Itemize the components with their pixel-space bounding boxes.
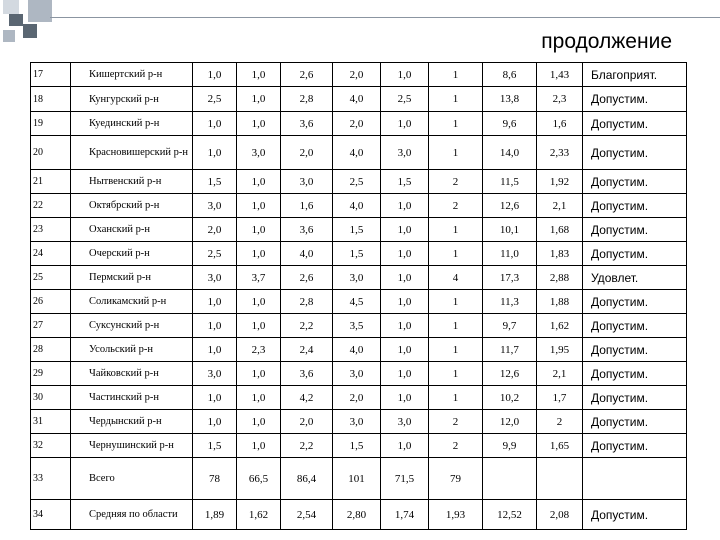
value-cell: 2,3 [237,338,281,362]
district-name-cell: Частинский р-н [71,386,193,410]
value-cell: 71,5 [381,458,429,500]
evaluation-cell: Допустим. [583,386,687,410]
decor-square [23,24,37,38]
value-cell: 12,6 [483,194,537,218]
row-number-cell: 17 [31,63,71,87]
value-cell: 1 [429,87,483,112]
row-number-cell: 32 [31,434,71,458]
value-cell: 2,8 [281,87,333,112]
page-title: продолжение [541,30,672,53]
value-cell: 1,0 [381,314,429,338]
row-number-cell: 28 [31,338,71,362]
value-cell: 2 [429,410,483,434]
value-cell: 12,6 [483,362,537,386]
table-row [31,136,687,170]
table-row [31,170,687,194]
evaluation-cell: Допустим. [583,112,687,136]
value-cell: 1,0 [237,63,281,87]
value-cell: 1,68 [537,218,583,242]
value-cell: 1,93 [429,500,483,530]
table-row [31,458,687,500]
value-cell: 1 [429,290,483,314]
district-name-cell: Всего [71,458,193,500]
value-cell: 10,1 [483,218,537,242]
district-name-cell: Средняя по области [71,500,193,530]
value-cell: 1,0 [381,194,429,218]
value-cell: 2 [429,434,483,458]
table-row [31,362,687,386]
value-cell: 1,43 [537,63,583,87]
value-cell: 2,1 [537,362,583,386]
evaluation-cell: Допустим. [583,194,687,218]
value-cell: 10,2 [483,386,537,410]
value-cell: 2,5 [381,87,429,112]
district-name-cell: Октябрский р-н [71,194,193,218]
district-name-cell: Кишертский р-н [71,63,193,87]
value-cell: 3,0 [193,194,237,218]
evaluation-cell: Допустим. [583,290,687,314]
value-cell: 1,0 [237,112,281,136]
value-cell: 11,0 [483,242,537,266]
value-cell: 1,0 [381,434,429,458]
value-cell: 1,0 [237,386,281,410]
value-cell: 2,80 [333,500,381,530]
value-cell: 4,0 [333,87,381,112]
value-cell [537,458,583,500]
value-cell: 2,6 [281,266,333,290]
value-cell: 3,0 [381,410,429,434]
evaluation-cell: Допустим. [583,170,687,194]
table-row [31,63,687,87]
value-cell: 1,5 [333,242,381,266]
district-name-cell: Чайковский р-н [71,362,193,386]
value-cell: 11,7 [483,338,537,362]
value-cell: 1,0 [381,338,429,362]
value-cell: 1,5 [333,434,381,458]
value-cell: 1,0 [237,242,281,266]
table-row [31,314,687,338]
value-cell: 1 [429,112,483,136]
row-number-cell: 22 [31,194,71,218]
value-cell: 4 [429,266,483,290]
row-number-cell: 30 [31,386,71,410]
value-cell: 1,7 [537,386,583,410]
table-row [31,500,687,530]
row-number-cell: 31 [31,410,71,434]
row-number-cell: 27 [31,314,71,338]
data-table [30,62,687,530]
value-cell: 1,62 [237,500,281,530]
table-row [31,112,687,136]
value-cell: 1,0 [381,242,429,266]
value-cell: 1 [429,314,483,338]
value-cell: 1,0 [193,314,237,338]
value-cell: 8,6 [483,63,537,87]
row-number-cell: 26 [31,290,71,314]
value-cell: 1,0 [237,362,281,386]
decor-square [28,0,52,22]
value-cell: 1,0 [237,290,281,314]
value-cell: 14,0 [483,136,537,170]
value-cell: 2,0 [281,136,333,170]
value-cell: 3,7 [237,266,281,290]
district-name-cell: Оханский р-н [71,218,193,242]
evaluation-cell: Допустим. [583,218,687,242]
value-cell: 1,0 [193,290,237,314]
value-cell: 2,08 [537,500,583,530]
value-cell: 2,4 [281,338,333,362]
value-cell: 1,74 [381,500,429,530]
evaluation-cell: Допустим. [583,362,687,386]
value-cell: 2,33 [537,136,583,170]
district-name-cell: Усольский р-н [71,338,193,362]
value-cell: 1,0 [237,410,281,434]
value-cell: 1,5 [193,170,237,194]
value-cell: 2,3 [537,87,583,112]
district-name-cell: Очерский р-н [71,242,193,266]
value-cell: 1,0 [237,170,281,194]
evaluation-cell [583,458,687,500]
value-cell: 3,0 [193,362,237,386]
value-cell: 3,0 [193,266,237,290]
table-row [31,266,687,290]
value-cell: 2,2 [281,314,333,338]
value-cell: 2,1 [537,194,583,218]
value-cell: 78 [193,458,237,500]
value-cell: 2,0 [333,63,381,87]
evaluation-cell: Удовлет. [583,266,687,290]
value-cell: 1,0 [381,218,429,242]
table-row [31,87,687,112]
decor-square [3,0,19,14]
row-number-cell: 21 [31,170,71,194]
value-cell: 1,6 [537,112,583,136]
value-cell: 3,0 [333,362,381,386]
district-name-cell: Пермский р-н [71,266,193,290]
value-cell: 1 [429,136,483,170]
value-cell: 1,0 [237,314,281,338]
value-cell: 101 [333,458,381,500]
value-cell: 2,6 [281,63,333,87]
row-number-cell: 25 [31,266,71,290]
value-cell: 17,3 [483,266,537,290]
evaluation-cell: Допустим. [583,242,687,266]
value-cell: 2,0 [333,386,381,410]
value-cell: 2 [429,194,483,218]
value-cell: 4,0 [333,338,381,362]
value-cell: 1,0 [381,63,429,87]
value-cell: 66,5 [237,458,281,500]
table-row [31,338,687,362]
value-cell: 1,0 [237,218,281,242]
value-cell: 3,0 [333,410,381,434]
value-cell: 4,0 [281,242,333,266]
row-number-cell: 20 [31,136,71,170]
value-cell: 13,8 [483,87,537,112]
district-name-cell: Чернушинский р-н [71,434,193,458]
value-cell: 1,0 [381,112,429,136]
table-row [31,194,687,218]
value-cell: 2,88 [537,266,583,290]
table-row [31,290,687,314]
value-cell: 2,5 [193,87,237,112]
value-cell: 3,0 [333,266,381,290]
value-cell: 3,0 [381,136,429,170]
table-row [31,410,687,434]
table-row [31,434,687,458]
evaluation-cell: Допустим. [583,338,687,362]
district-name-cell: Соликамский р-н [71,290,193,314]
row-number-cell: 24 [31,242,71,266]
value-cell: 1,0 [381,266,429,290]
top-rule [50,17,720,18]
value-cell: 1,5 [333,218,381,242]
value-cell: 2,0 [193,218,237,242]
evaluation-cell: Допустим. [583,434,687,458]
value-cell: 1,92 [537,170,583,194]
value-cell: 3,5 [333,314,381,338]
value-cell: 9,7 [483,314,537,338]
value-cell: 1 [429,242,483,266]
value-cell: 3,0 [281,170,333,194]
value-cell: 1,65 [537,434,583,458]
value-cell: 4,5 [333,290,381,314]
row-number-cell: 23 [31,218,71,242]
value-cell: 1,5 [381,170,429,194]
value-cell: 2,0 [333,112,381,136]
district-name-cell: Нытвенский р-н [71,170,193,194]
value-cell: 1,0 [193,410,237,434]
value-cell: 1,0 [193,63,237,87]
table-row [31,242,687,266]
value-cell: 12,52 [483,500,537,530]
district-name-cell: Кунгурский р-н [71,87,193,112]
value-cell: 1,95 [537,338,583,362]
row-number-cell: 33 [31,458,71,500]
value-cell: 4,2 [281,386,333,410]
value-cell: 11,5 [483,170,537,194]
table-row [31,386,687,410]
value-cell: 11,3 [483,290,537,314]
value-cell: 2 [537,410,583,434]
value-cell: 1 [429,362,483,386]
decor-square [3,30,15,42]
value-cell: 1 [429,63,483,87]
value-cell: 1,88 [537,290,583,314]
value-cell: 3,6 [281,362,333,386]
table-row [31,218,687,242]
value-cell: 1,0 [193,338,237,362]
value-cell: 4,0 [333,194,381,218]
value-cell: 2 [429,170,483,194]
value-cell: 3,0 [237,136,281,170]
evaluation-cell: Допустим. [583,314,687,338]
value-cell: 2,0 [281,410,333,434]
evaluation-cell: Допустим. [583,136,687,170]
value-cell: 1,0 [381,290,429,314]
value-cell: 1,0 [237,434,281,458]
evaluation-cell: Допустим. [583,87,687,112]
value-cell: 1,0 [193,112,237,136]
value-cell: 1 [429,338,483,362]
value-cell: 86,4 [281,458,333,500]
value-cell: 1,83 [537,242,583,266]
evaluation-cell: Благоприят. [583,63,687,87]
district-name-cell: Куединский р-н [71,112,193,136]
value-cell: 2,8 [281,290,333,314]
value-cell: 1,0 [237,194,281,218]
value-cell: 2,5 [193,242,237,266]
district-name-cell: Чердынский р-н [71,410,193,434]
value-cell: 79 [429,458,483,500]
value-cell: 1,6 [281,194,333,218]
value-cell: 2,2 [281,434,333,458]
row-number-cell: 34 [31,500,71,530]
row-number-cell: 19 [31,112,71,136]
value-cell: 3,6 [281,218,333,242]
value-cell: 2,5 [333,170,381,194]
value-cell: 1,89 [193,500,237,530]
row-number-cell: 18 [31,87,71,112]
value-cell: 1 [429,386,483,410]
value-cell: 9,6 [483,112,537,136]
value-cell: 1,0 [381,386,429,410]
value-cell: 4,0 [333,136,381,170]
value-cell: 1 [429,218,483,242]
value-cell: 1,5 [193,434,237,458]
value-cell: 1,0 [193,386,237,410]
value-cell: 12,0 [483,410,537,434]
row-number-cell: 29 [31,362,71,386]
value-cell: 1,0 [193,136,237,170]
value-cell [483,458,537,500]
value-cell: 3,6 [281,112,333,136]
value-cell: 1,62 [537,314,583,338]
evaluation-cell: Допустим. [583,410,687,434]
decor-square [9,14,23,26]
value-cell: 9,9 [483,434,537,458]
value-cell: 1,0 [381,362,429,386]
value-cell: 2,54 [281,500,333,530]
district-name-cell: Суксунский р-н [71,314,193,338]
district-name-cell: Красновишерский р-н [71,136,193,170]
value-cell: 1,0 [237,87,281,112]
evaluation-cell: Допустим. [583,500,687,530]
